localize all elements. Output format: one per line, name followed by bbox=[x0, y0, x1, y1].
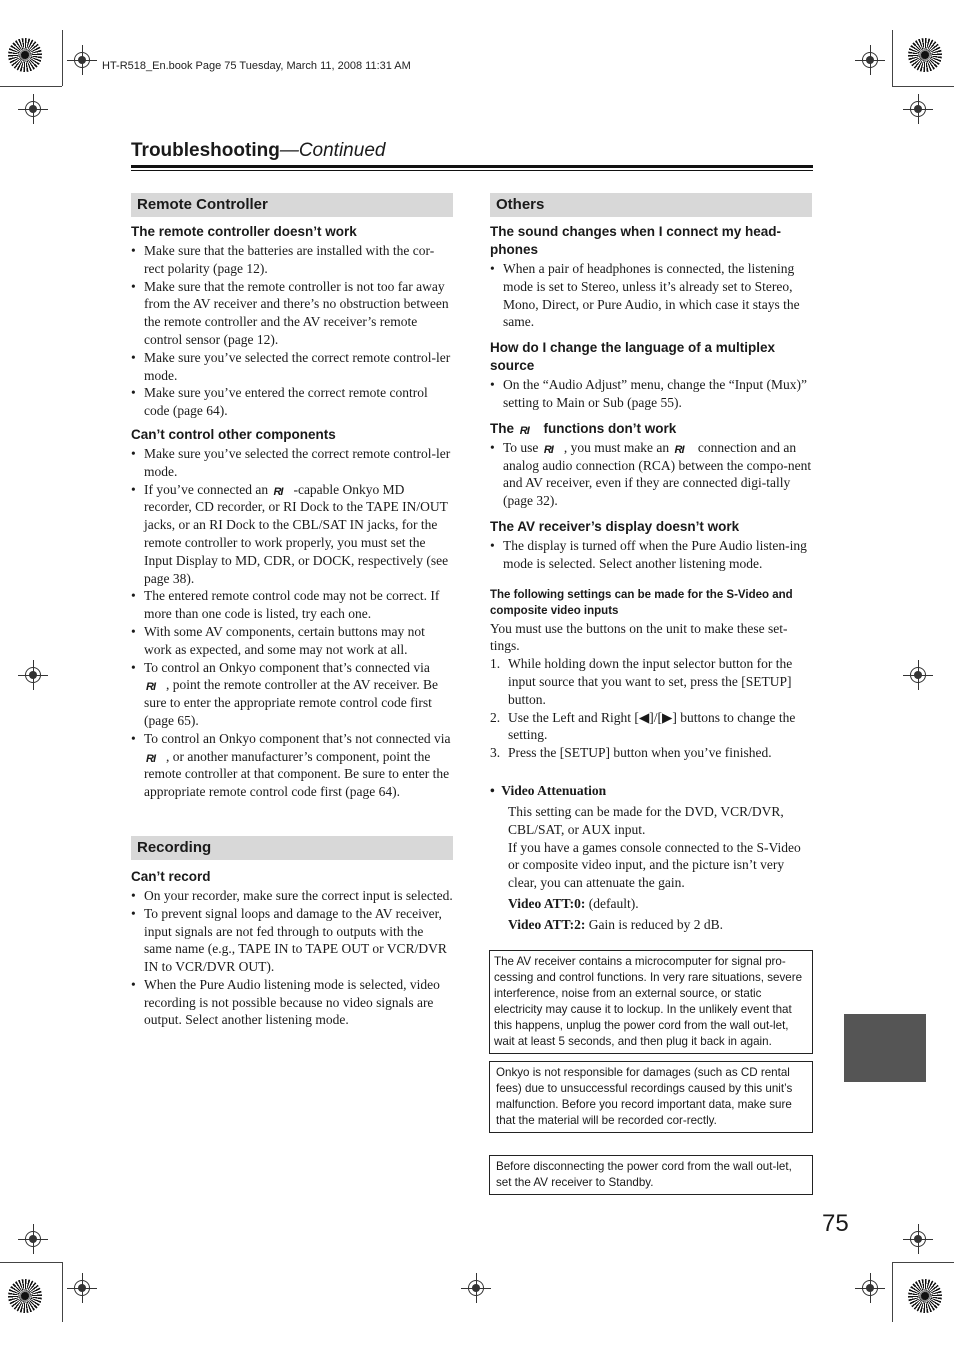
other-components-list bbox=[131, 445, 453, 801]
multiplex-list bbox=[490, 376, 812, 412]
list-item: • Make sure that the remote controller is not too far away from the AV receiver and there’s no obstruction between the remote controller and the AV receiver’s remote control sensor (page 12). bbox=[131, 278, 453, 349]
headphones-list bbox=[490, 260, 812, 331]
registration-target bbox=[25, 667, 41, 683]
remote-not-work-list bbox=[131, 242, 453, 420]
right-column bbox=[490, 193, 812, 934]
ri-logo-icon: RI bbox=[543, 443, 553, 456]
list-item: • Make sure that the batteries are installed with the cor-rect polarity (page 12). bbox=[131, 242, 453, 278]
list-item: • When the Pure Audio listening mode is selected, video recording is not possible because no video signals are output. Select another listening mode. bbox=[131, 976, 453, 1029]
list-item: • The entered remote control code may not be correct. If more than one code is listed, try each one. bbox=[131, 587, 453, 623]
list-item: • The display is turned off when the Pure Audio listen-ing mode is selected. Select another listening mode. bbox=[490, 537, 812, 573]
step-item bbox=[490, 709, 812, 745]
video-settings-steps bbox=[490, 655, 812, 762]
question-remote-not-work: The remote controller doesn’t work bbox=[131, 224, 357, 239]
question-cant-record: Can’t record bbox=[131, 868, 211, 884]
video-attenuation-body bbox=[490, 803, 812, 934]
text: , or another manufacturer’s component, point the remote controller at that component. Be sure to enter the appropriate remote control code first (page 64). bbox=[144, 748, 450, 800]
file-info: HT-R518_En.book Page 75 Tuesday, March 11, 2008 11:31 AM bbox=[102, 60, 411, 72]
list-item: • To prevent signal loops and damage to the AV receiver, input signals are not fed through to outputs with the same name (e.g., TAPE IN to TAPE OUT or VCR/DVR IN to VCR/DVR OUT). bbox=[131, 905, 453, 976]
video-attenuation-text2: If you have a games console connected to the S-Video or composite video input, and the picture isn’t very clear, you can attenuate the gain. bbox=[508, 839, 801, 891]
crop-line bbox=[0, 1262, 62, 1263]
ri-logo-icon: RI bbox=[273, 485, 283, 498]
text: While holding down the input selector button for the input source that you want to set, press the [SETUP] button. bbox=[508, 656, 793, 707]
display-list bbox=[490, 537, 812, 573]
question-headphones: The sound changes when I connect my head-phones bbox=[490, 224, 782, 257]
note-box-microcomputer: The AV receiver contains a microcomputer for signal pro-cessing and control functions. In very rare situations, severe interference, noise from an external source, or static electricity may cause it to lockup. In the unlikely event that this happens, unplug the power cord from the wall out-let, wait at least 5 seconds, and then plug it back in again. bbox=[489, 950, 813, 1054]
text: Press the [SETUP] button when you’ve finished. bbox=[508, 745, 772, 761]
question-display: The AV receiver’s display doesn’t work bbox=[490, 518, 740, 534]
step-item bbox=[490, 744, 812, 762]
crop-line bbox=[62, 1262, 63, 1322]
registration-sunburst bbox=[8, 38, 42, 72]
ri-logo-icon: RI bbox=[146, 681, 155, 694]
option-label: Video ATT:0: bbox=[508, 895, 586, 911]
step-item bbox=[490, 655, 812, 708]
crop-line bbox=[62, 30, 63, 86]
page-title-main: Troubleshooting bbox=[131, 140, 280, 161]
list-item: • With some AV components, certain buttons may not work as expected, and some may not work at all. bbox=[131, 623, 453, 659]
left-column bbox=[131, 193, 453, 1034]
cant-record-list bbox=[131, 887, 453, 1029]
list-item: • Make sure you’ve selected the correct remote control-ler mode. bbox=[131, 349, 453, 385]
video-settings-heading: The following settings can be made for the S-Video and composite video inputs bbox=[490, 588, 793, 617]
registration-sunburst bbox=[908, 38, 942, 72]
video-attenuation-title: • Video Attenuation bbox=[490, 782, 607, 798]
text: , you must make an bbox=[563, 439, 670, 455]
section-heading-remote: Remote Controller bbox=[131, 193, 453, 217]
ri-logo-icon: RI bbox=[674, 443, 684, 456]
video-settings-text: You must use the buttons on the unit to make these set-tings. bbox=[490, 620, 788, 654]
title-rule bbox=[131, 165, 813, 168]
question-multiplex: How do I change the language of a multiplex source bbox=[490, 340, 776, 374]
registration-target bbox=[468, 1280, 484, 1296]
list-item bbox=[131, 730, 453, 801]
registration-target bbox=[862, 52, 878, 68]
option-label: Video ATT:2: bbox=[508, 916, 586, 932]
video-att-option-2 bbox=[508, 916, 812, 934]
registration-target bbox=[910, 101, 926, 117]
text: Use the Left and Right [◀]/[▶] buttons to change the setting. bbox=[508, 709, 796, 743]
page-title-continued: —Continued bbox=[279, 140, 386, 161]
ri-functions-list bbox=[490, 439, 812, 510]
list-item bbox=[131, 659, 453, 730]
registration-target bbox=[25, 101, 41, 117]
list-item: • When a pair of headphones is connected, the listening mode is set to Stereo, unless it’s already set to Stereo, Mono, Direct, or Pure Audio, in which case it stays the same. bbox=[490, 260, 812, 331]
crop-line bbox=[892, 1262, 954, 1263]
side-thumb-tab bbox=[844, 1014, 926, 1082]
text: The bbox=[490, 420, 515, 436]
list-item: • Make sure you’ve entered the correct remote control code (page 64). bbox=[131, 384, 453, 420]
option-text: Gain is reduced by 2 dB. bbox=[585, 916, 723, 932]
section-heading-others: Others bbox=[490, 193, 812, 217]
question-ri-functions bbox=[490, 420, 812, 438]
registration-target bbox=[25, 1231, 41, 1247]
ri-logo-icon: RI bbox=[146, 752, 155, 765]
list-item: • On the “Audio Adjust” menu, change the “Input (Mux)” setting to Main or Sub (page 55). bbox=[490, 376, 812, 412]
registration-target bbox=[910, 667, 926, 683]
page-title bbox=[131, 140, 385, 162]
video-att-option-0 bbox=[508, 895, 812, 913]
question-other-components: Can’t control other components bbox=[131, 426, 336, 442]
text: To use bbox=[503, 439, 539, 455]
text: If you’ve connected an bbox=[144, 481, 269, 497]
crop-line bbox=[892, 1262, 893, 1322]
registration-target bbox=[74, 52, 90, 68]
text: To control an Onkyo component that’s not connected via bbox=[144, 730, 451, 746]
video-attenuation-text1: This setting can be made for the DVD, VCR/DVR, CBL/SAT, or AUX input. bbox=[508, 803, 784, 837]
section-heading-recording: Recording bbox=[131, 836, 453, 860]
list-item: • Make sure you’ve selected the correct remote control-ler mode. bbox=[131, 445, 453, 481]
text: -capable Onkyo MD recorder, CD recorder, or RI Dock to the TAPE IN/OUT jacks, or an RI Dock to the CBL/SAT IN jacks, for the remote controller to work properly, you must set the Input Display to MD, CDR, or DOCK, respectively (see page 38). bbox=[144, 481, 449, 586]
registration-target bbox=[910, 1231, 926, 1247]
page-number: 75 bbox=[822, 1210, 849, 1237]
list-item bbox=[490, 439, 812, 510]
note-box-standby: Before disconnecting the power cord from the wall out-let, set the AV receiver to Standby. bbox=[489, 1155, 813, 1195]
text: , point the remote controller at the AV receiver. Be sure to enter the appropriate remote control code first (page 65). bbox=[144, 677, 439, 728]
list-item: • On your recorder, make sure the correct input is selected. bbox=[131, 887, 453, 905]
text: To control an Onkyo component that’s connected via bbox=[144, 659, 430, 675]
registration-target bbox=[862, 1280, 878, 1296]
text: Video Attenuation bbox=[501, 782, 607, 798]
note-box-damages: Onkyo is not responsible for damages (such as CD rental fees) due to unsuccessful recordings caused by this unit’s malfunction. Before you record important data, make sure that the material will be recorded cor-rectly. bbox=[489, 1061, 813, 1133]
crop-line bbox=[892, 30, 893, 86]
option-text: (default). bbox=[585, 895, 639, 911]
title-rule-thin bbox=[131, 170, 813, 171]
text: functions don’t work bbox=[543, 420, 677, 436]
registration-target bbox=[74, 1280, 90, 1296]
crop-line bbox=[892, 86, 954, 87]
registration-sunburst bbox=[908, 1279, 942, 1313]
ri-logo-icon: RI bbox=[519, 424, 529, 437]
list-item bbox=[131, 481, 453, 588]
crop-line bbox=[0, 86, 62, 87]
text: connection and an analog audio connection (RCA) between the compo-nent and AV receiver, even if they are connected digi-tally (page 32). bbox=[503, 439, 812, 509]
registration-sunburst bbox=[8, 1279, 42, 1313]
